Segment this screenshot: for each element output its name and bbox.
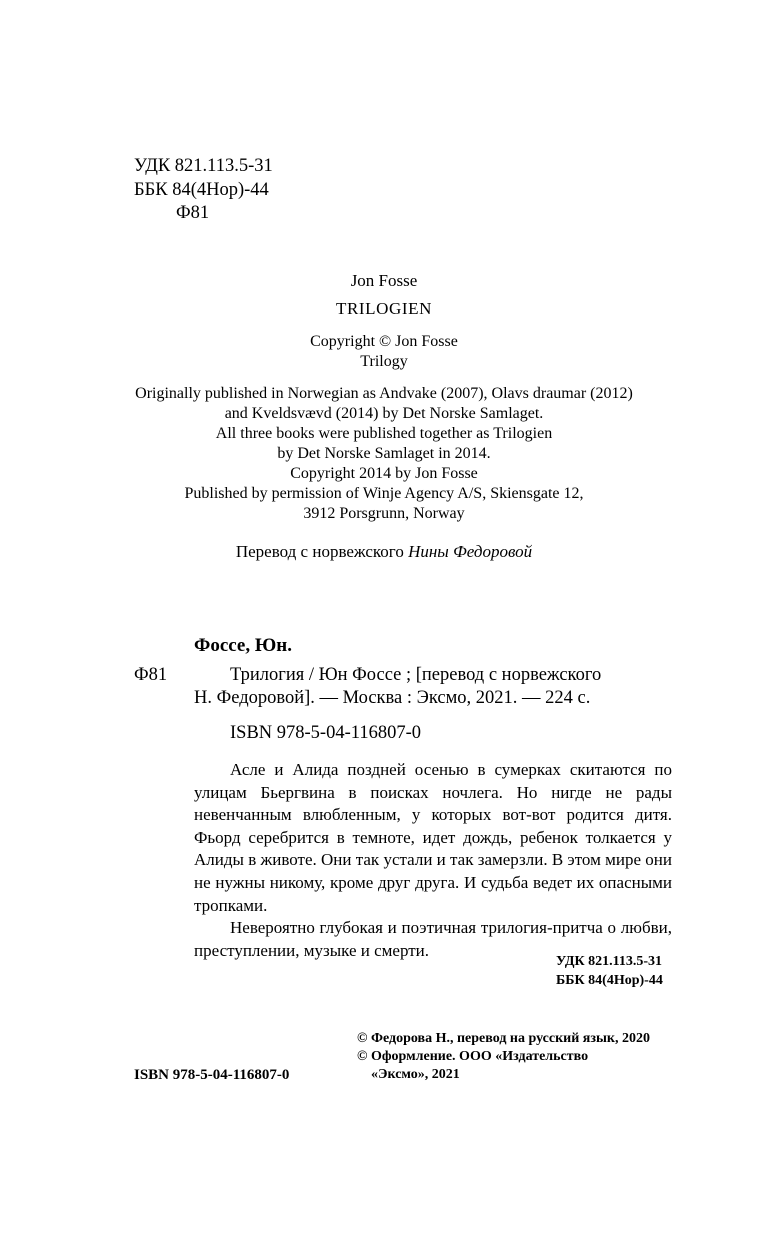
catalog-author-mark: Ф81: [134, 665, 168, 685]
original-author: Jon Fosse: [350, 271, 418, 290]
publication-note-3: All three books were published together as Trilogien: [215, 425, 553, 442]
annotation-paragraph-1: Асле и Алида поздней осенью в сумерках скитаются по улицам Бьергвина в поисках ночлега. Но нигде не рады невенчанным влюбленным, у которых вот-вот родится дитя. Фьорд серебрится в темноте, идет дождь, ребенок толкается у Алиды в животе. Они так устали и так замерзли. В этом мире они не нужны никому, кроме друг друга. И судьба ведет их опасными тропками.: [194, 760, 672, 915]
catalog-description-1: Трилогия / Юн Фоссе ; [перевод с норвежского: [230, 665, 602, 685]
annotation-paragraph-2: Невероятно глубокая и поэтичная трилогия-притча о любви, преступлении, музыке и смерти.: [194, 918, 672, 960]
translation-prefix: Перевод с норвежского: [235, 542, 409, 561]
publication-note-1: Originally published in Norwegian as Andvake (2007), Olavs draumar (2012): [135, 385, 633, 402]
udk-code: УДК 821.113.5-31: [134, 156, 273, 176]
publication-note-6: Published by permission of Winje Agency A/S, Skiensgate 12,: [184, 485, 584, 502]
catalog-bbk: ББК 84(4Нор)-44: [556, 973, 663, 988]
footer-isbn: ISBN 978-5-04-116807-0: [134, 1067, 290, 1083]
copyright-title: Trilogy: [360, 353, 408, 370]
original-title: TRILOGIEN: [335, 299, 433, 318]
bbk-code: ББК 84(4Нор)-44: [134, 180, 269, 200]
copyright-line: Copyright © Jon Fosse: [310, 333, 458, 350]
copyright-design-1: © Оформление. ООО «Издательство: [357, 1049, 589, 1064]
catalog-heading: Фоссе, Юн.: [194, 635, 292, 656]
catalog-description-2: Н. Федоровой]. — Москва : Эксмо, 2021. — 224 с.: [194, 688, 591, 708]
catalog-isbn: ISBN 978-5-04-116807-0: [230, 723, 421, 743]
translation-credit: [0, 543, 768, 560]
publication-note-4: by Det Norske Samlaget in 2014.: [277, 445, 491, 462]
copyright-design-2: «Эксмо», 2021: [371, 1067, 460, 1082]
publication-note-7: 3912 Porsgrunn, Norway: [303, 505, 465, 522]
publication-note-2: and Kveldsvævd (2014) by Det Norske Samlaget.: [224, 405, 544, 422]
translator-name: Нины Федоровой: [408, 542, 533, 561]
catalog-udk: УДК 821.113.5-31: [556, 954, 663, 969]
annotation: [194, 759, 672, 962]
copyright-translation: © Федорова Н., перевод на русский язык, 2020: [357, 1031, 650, 1046]
author-mark: Ф81: [176, 203, 210, 223]
publication-note-5: Copyright 2014 by Jon Fosse: [290, 465, 478, 482]
